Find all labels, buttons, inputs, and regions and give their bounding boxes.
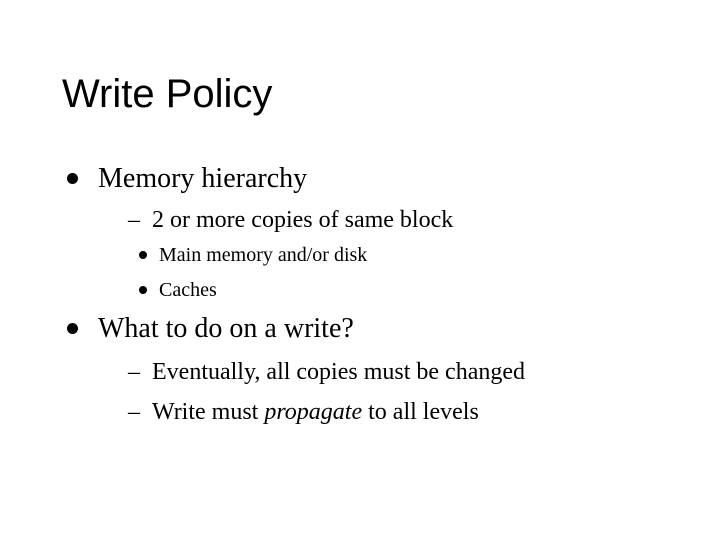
dash-marker: – <box>128 207 140 233</box>
slide-title: Write Policy <box>62 72 273 116</box>
subpoint-propagate <box>128 397 479 427</box>
subpoint-copies-text: 2 or more copies of same block <box>152 207 454 233</box>
subpoint-copies <box>128 205 453 235</box>
bullet-icon <box>67 173 78 184</box>
item-main-memory: Main memory and/or disk <box>159 244 368 266</box>
point-memory-hierarchy: Memory hierarchy <box>98 163 308 194</box>
item-caches: Caches <box>159 279 217 301</box>
small-bullet-icon <box>139 251 147 259</box>
subpoint-eventually <box>128 357 525 387</box>
subpoint-propagate-after: to all levels <box>362 399 479 425</box>
subpoint-propagate-emphasis: propagate <box>264 399 363 425</box>
point-write: What to do on a write? <box>98 313 354 344</box>
subpoint-propagate-before: Write must <box>152 399 265 425</box>
small-bullet-icon <box>139 286 147 294</box>
dash-marker: – <box>128 359 140 385</box>
dash-marker: – <box>128 399 140 425</box>
subpoint-eventually-text: Eventually, all copies must be changed <box>152 359 525 385</box>
bullet-icon <box>67 323 78 334</box>
